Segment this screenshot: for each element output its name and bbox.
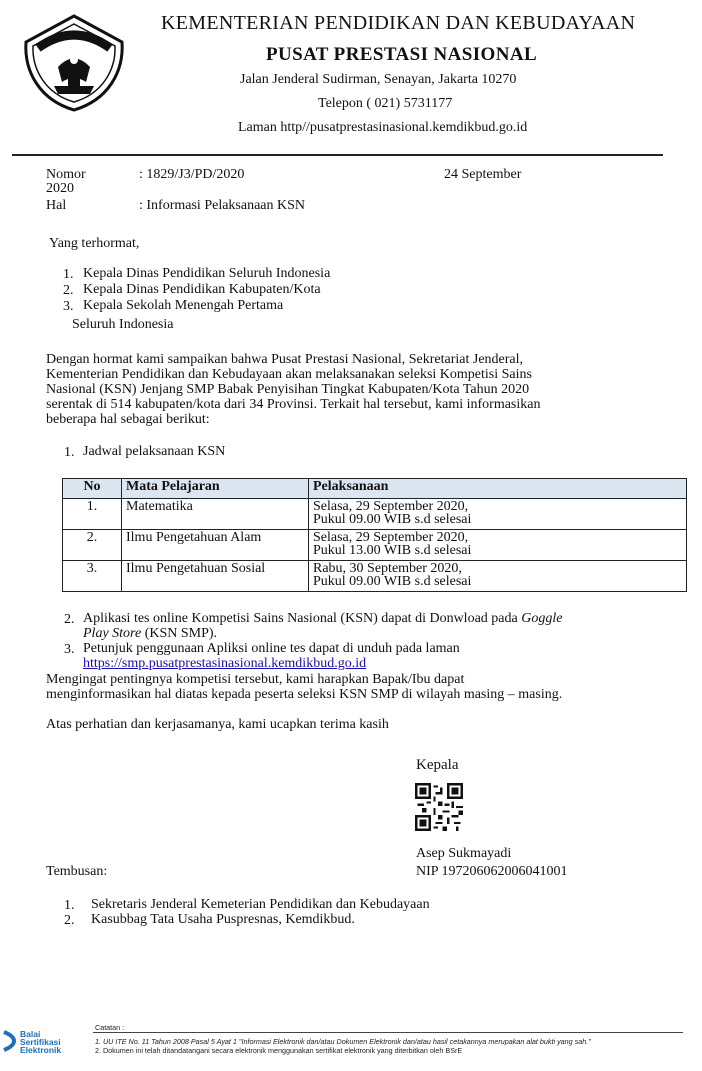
ministry-name: KEMENTERIAN PENDIDIKAN DAN KEBUDAYAAN — [161, 12, 636, 34]
schedule-time: Pukul 09.00 WIB s.d selesai — [313, 574, 472, 589]
app-download-line: Aplikasi tes online Kompetisi Sains Nasional (KSN) dapat di Donwload pada — [83, 611, 522, 626]
bsre-line: Balai — [20, 1029, 41, 1039]
app-store-name-part1: Goggle — [521, 611, 563, 626]
row-number: 2. — [63, 530, 122, 561]
schedule-heading: Jadwal pelaksanaan KSN — [83, 444, 226, 459]
schedule-time: Pukul 13.00 WIB s.d selesai — [313, 543, 472, 558]
app-store-name-part2: Play Store — [83, 626, 142, 641]
row-subject: Ilmu Pengetahuan Alam — [122, 530, 309, 561]
schedule-table — [62, 478, 687, 592]
schedule-date: Rabu, 30 September 2020, — [313, 561, 462, 576]
bsre-logo-icon — [2, 1030, 18, 1052]
schedule-time: Pukul 09.00 WIB s.d selesai — [313, 512, 472, 527]
bsre-line: Elektronik — [20, 1045, 62, 1055]
list-item-number: 2. — [64, 913, 75, 928]
schedule-date: Selasa, 29 September 2020, — [313, 530, 469, 545]
column-header-subject: Mata Pelajaran — [122, 479, 309, 499]
list-item-number: 1. — [64, 898, 75, 913]
phone: Telepon ( 021) 5731177 — [318, 96, 453, 111]
signatory-nip: NIP 197206062006041001 — [416, 864, 568, 879]
list-item-number: 1. — [63, 267, 74, 282]
app-name: (KSN SMP). — [141, 626, 218, 641]
hal-label: Hal — [46, 198, 67, 213]
column-header-no: No — [63, 479, 122, 499]
table-row — [63, 530, 687, 561]
tut-wuri-handayani-logo — [18, 12, 130, 114]
list-item: Kepala Dinas Pendidikan Seluruh Indonesia — [83, 266, 331, 281]
signature-title: Kepala — [416, 757, 459, 773]
paragraph-line: Nasional (KSN) Jenjang SMP Babak Penyisihan Tingkat Kabupaten/Kota Tahun 2020 — [46, 382, 530, 397]
closing-line: Mengingat pentingnya kompetisi tersebut, kami harapkan Bapak/Ibu dapat — [46, 672, 465, 687]
qr-code — [415, 783, 463, 831]
tembusan-label: Tembusan: — [46, 864, 108, 879]
paragraph-line: beberapa hal sebagai berikut: — [46, 412, 210, 427]
table-row — [63, 499, 687, 530]
nomor-label: Nomor — [46, 167, 86, 182]
row-schedule — [309, 499, 687, 530]
letter-date: 24 September — [444, 167, 522, 182]
row-number: 1. — [63, 499, 122, 530]
list-item-number: 2. — [64, 612, 75, 627]
hal-value: : Informasi Pelaksanaan KSN — [139, 198, 306, 213]
tembusan-item: Sekretaris Jenderal Kemeterian Pendidikan dan Kebudayaan — [91, 897, 430, 912]
closing-line: menginformasikan hal diatas kepada peserta seleksi KSN SMP di wilayah masing – masing. — [46, 687, 563, 702]
row-number: 3. — [63, 561, 122, 592]
schedule-date: Selasa, 29 September 2020, — [313, 499, 469, 514]
guide-text: Petunjuk penggunaan Apliksi online tes dapat di unduh pada laman — [83, 641, 460, 656]
paragraph-line: Kementerian Pendidikan dan Kebudayaan akan melaksanakan seleksi Kompetisi Sains — [46, 367, 532, 382]
nomor-value: : 1829/J3/PD/2020 — [139, 167, 245, 182]
app-download-text-line2 — [83, 626, 217, 641]
paragraph-line: serentak di 514 kabupaten/kota dari 34 Provinsi. Terkait hal tersebut, kami informasikan — [46, 397, 541, 412]
letter-year: 2020 — [46, 181, 74, 196]
table-row — [63, 561, 687, 592]
list-item: Kepala Dinas Pendidikan Kabupaten/Kota — [83, 282, 321, 297]
guide-link[interactable]: https://smp.pusatprestasinasional.kemdikbud.go.id — [83, 656, 367, 671]
closing-thanks: Atas perhatian dan kerjasamanya, kami ucapkan terima kasih — [46, 717, 389, 732]
list-item-number: 2. — [63, 283, 74, 298]
address: Jalan Jenderal Sudirman, Senayan, Jakarta 10270 — [240, 72, 517, 87]
footer-note-2: 2. Dokumen ini telah ditandatangani secara elektronik menggunakan sertifikat elektronik yang diterbitkan oleh BSrE — [95, 1046, 463, 1055]
unit-name: PUSAT PRESTASI NASIONAL — [266, 44, 538, 65]
recipients-tail: Seluruh Indonesia — [72, 317, 174, 332]
footer-catatan-label: Catatan : — [95, 1023, 125, 1032]
paragraph-line: Dengan hormat kami sampaikan bahwa Pusat Prestasi Nasional, Sekretariat Jenderal, — [46, 352, 524, 367]
row-subject: Matematika — [122, 499, 309, 530]
tembusan-item: Kasubbag Tata Usaha Puspresnas, Kemdikbud. — [91, 912, 355, 927]
footer-note-1: 1. UU ITE No. 11 Tahun 2008 Pasal 5 Ayat 1 "Informasi Elektronik dan/atau Dokumen Elektronik dan/atau hasil cetakannya merupakan alat bukti yang sah." — [95, 1037, 591, 1046]
footer-divider — [93, 1032, 683, 1033]
table-header-row — [63, 479, 687, 499]
list-item-number: 3. — [63, 299, 74, 314]
salutation: Yang terhormat, — [49, 236, 140, 251]
bsre-line: Sertifikasi — [20, 1037, 61, 1047]
header-divider — [12, 154, 663, 156]
row-schedule — [309, 530, 687, 561]
app-download-text — [83, 611, 562, 626]
list-item-number: 1. — [64, 445, 75, 460]
list-item-number: 3. — [64, 642, 75, 657]
signatory-name: Asep Sukmayadi — [416, 846, 512, 861]
list-item: Kepala Sekolah Menengah Pertama — [83, 298, 284, 313]
column-header-schedule: Pelaksanaan — [309, 479, 687, 499]
row-subject: Ilmu Pengetahuan Sosial — [122, 561, 309, 592]
website: Laman http//pusatprestasinasional.kemdikbud.go.id — [238, 120, 528, 135]
row-schedule — [309, 561, 687, 592]
